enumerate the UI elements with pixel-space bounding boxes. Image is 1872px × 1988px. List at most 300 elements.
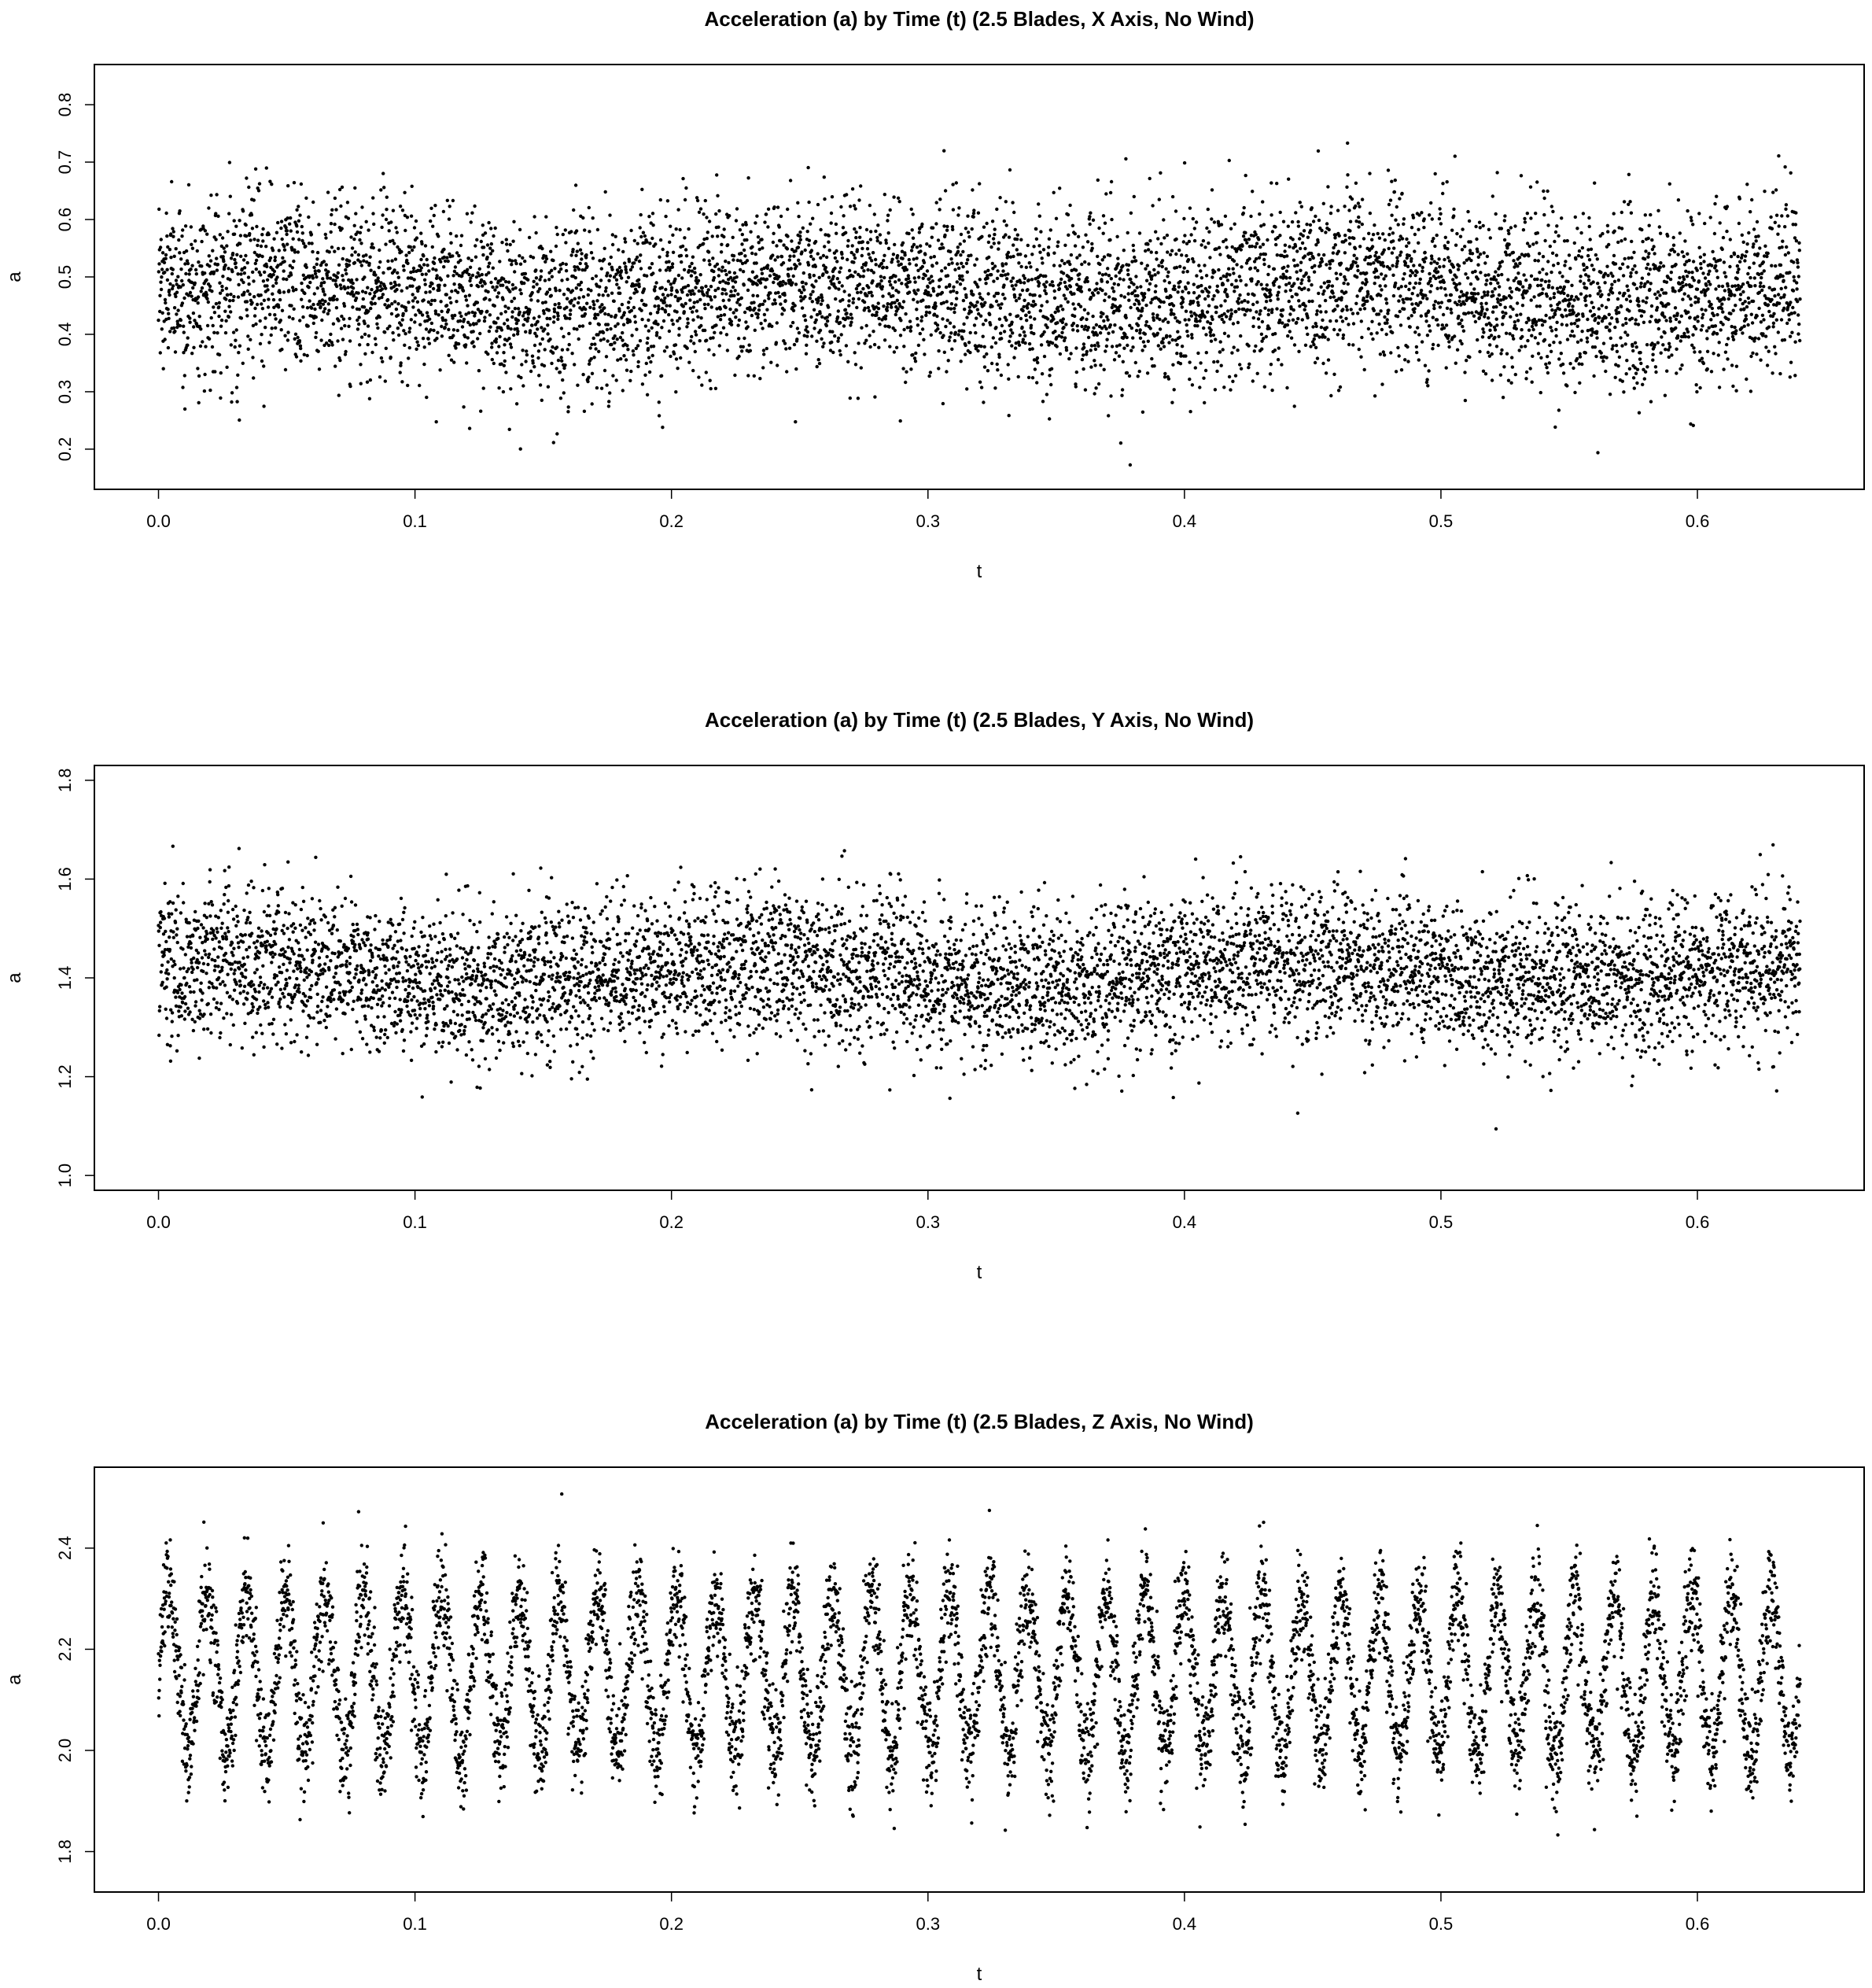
- data-point: [335, 285, 338, 288]
- data-point: [837, 287, 840, 290]
- data-point: [875, 263, 878, 266]
- data-point: [504, 310, 507, 313]
- data-point: [373, 294, 376, 297]
- data-point: [1373, 223, 1376, 227]
- data-point: [1060, 335, 1063, 338]
- data-point: [1402, 277, 1405, 280]
- data-point: [352, 282, 355, 285]
- data-point: [944, 325, 947, 328]
- data-point: [939, 278, 942, 281]
- data-point: [610, 292, 614, 295]
- data-point: [905, 268, 908, 271]
- data-point: [330, 222, 333, 225]
- data-point: [208, 285, 212, 288]
- data-point: [476, 337, 479, 340]
- data-point: [561, 349, 564, 352]
- data-point: [724, 306, 727, 309]
- data-point: [1295, 321, 1298, 324]
- data-point: [838, 349, 842, 352]
- data-point: [466, 304, 469, 307]
- data-point: [1197, 304, 1200, 307]
- data-point: [1202, 326, 1205, 330]
- data-point: [849, 313, 853, 316]
- data-point: [950, 348, 953, 351]
- data-point: [294, 333, 297, 336]
- data-point: [1062, 271, 1065, 275]
- data-point: [1417, 242, 1420, 245]
- data-point: [1071, 224, 1074, 227]
- data-point: [286, 242, 289, 245]
- data-point: [161, 251, 164, 254]
- data-point: [1294, 245, 1297, 248]
- data-point: [628, 320, 632, 323]
- data-point: [411, 293, 415, 296]
- data-point: [1216, 290, 1219, 293]
- data-point: [395, 288, 398, 291]
- data-point: [1380, 288, 1383, 291]
- data-point: [282, 290, 286, 293]
- data-point: [1436, 344, 1439, 347]
- data-point: [509, 387, 512, 390]
- data-point: [506, 319, 509, 322]
- data-point: [992, 237, 995, 240]
- data-point: [1254, 266, 1257, 269]
- data-point: [1026, 288, 1029, 291]
- data-point: [926, 286, 929, 289]
- data-point: [1186, 334, 1189, 337]
- data-point: [1416, 293, 1419, 297]
- data-point: [1224, 215, 1227, 218]
- data-point: [396, 326, 400, 330]
- data-point: [1299, 269, 1302, 272]
- data-point: [1101, 273, 1104, 276]
- data-point: [760, 238, 763, 241]
- data-point: [1079, 286, 1082, 289]
- data-point: [1240, 265, 1243, 268]
- data-point: [259, 342, 262, 345]
- data-point: [602, 293, 605, 297]
- data-point: [663, 297, 666, 300]
- data-point: [1056, 306, 1059, 309]
- data-point: [897, 278, 901, 282]
- data-point: [1000, 324, 1004, 327]
- data-point: [443, 284, 446, 287]
- data-point: [396, 231, 399, 234]
- data-point: [691, 289, 694, 292]
- data-point: [739, 228, 742, 231]
- data-point: [197, 401, 201, 404]
- data-point: [577, 296, 580, 299]
- data-point: [281, 238, 284, 241]
- data-point: [1391, 274, 1395, 277]
- data-point: [608, 213, 611, 216]
- data-point: [224, 319, 227, 323]
- data-point: [839, 353, 842, 356]
- data-point: [916, 317, 919, 320]
- data-point: [1253, 349, 1256, 352]
- data-point: [556, 318, 559, 321]
- data-point: [189, 267, 192, 271]
- data-point: [1149, 301, 1152, 304]
- data-point: [437, 289, 440, 292]
- data-point: [470, 212, 474, 215]
- data-point: [1205, 351, 1208, 354]
- data-point: [341, 227, 344, 230]
- data-point: [196, 367, 199, 370]
- data-point: [632, 353, 635, 356]
- data-point: [809, 315, 813, 319]
- data-point: [897, 290, 900, 293]
- data-point: [734, 280, 737, 283]
- data-point: [529, 329, 532, 332]
- data-point: [1009, 328, 1012, 331]
- data-point: [953, 311, 956, 314]
- data-point: [1017, 261, 1020, 264]
- data-point: [1053, 297, 1056, 300]
- data-point: [404, 309, 407, 312]
- data-point: [193, 239, 197, 242]
- data-point: [560, 278, 563, 282]
- data-point: [1267, 308, 1270, 312]
- data-point: [298, 213, 301, 216]
- data-point: [1366, 293, 1369, 296]
- data-point: [709, 298, 713, 301]
- data-point: [783, 341, 787, 345]
- data-point: [456, 291, 459, 294]
- data-point: [1148, 282, 1152, 286]
- data-point: [665, 254, 669, 257]
- data-point: [390, 259, 393, 262]
- data-point: [222, 260, 225, 263]
- data-point: [697, 375, 700, 378]
- data-point: [1163, 279, 1166, 282]
- data-point: [1424, 364, 1427, 367]
- data-point: [496, 295, 499, 298]
- data-point: [551, 345, 554, 349]
- data-point: [1308, 258, 1311, 261]
- data-point: [1075, 371, 1078, 374]
- data-point: [1327, 337, 1330, 341]
- data-point: [167, 317, 170, 320]
- data-point: [1183, 234, 1186, 237]
- data-point: [842, 324, 846, 327]
- data-point: [197, 260, 200, 264]
- data-point: [1357, 216, 1360, 219]
- data-point: [1103, 299, 1106, 302]
- data-point: [1236, 321, 1240, 324]
- data-point: [776, 321, 779, 324]
- data-point: [225, 366, 228, 369]
- data-point: [388, 304, 391, 308]
- data-point: [260, 245, 263, 248]
- data-point: [199, 345, 202, 348]
- data-point: [325, 263, 328, 266]
- data-point: [427, 269, 430, 272]
- data-point: [390, 312, 393, 315]
- data-point: [1071, 328, 1074, 331]
- data-point: [605, 355, 608, 358]
- data-point: [317, 223, 320, 226]
- data-point: [1238, 363, 1241, 366]
- data-point: [689, 307, 692, 310]
- data-point: [849, 205, 852, 208]
- data-point: [1306, 288, 1310, 291]
- data-point: [676, 208, 680, 211]
- data-point: [1316, 356, 1319, 360]
- data-point: [328, 250, 331, 253]
- data-point: [435, 420, 438, 423]
- data-point: [1324, 299, 1327, 302]
- data-point: [1356, 312, 1359, 315]
- data-point: [874, 258, 877, 261]
- data-point: [481, 253, 485, 256]
- data-point: [603, 258, 606, 261]
- data-point: [609, 275, 612, 278]
- data-point: [753, 374, 756, 378]
- data-point: [334, 208, 337, 211]
- data-point: [1008, 168, 1012, 172]
- data-point: [767, 208, 770, 211]
- data-point: [528, 308, 531, 312]
- data-point: [730, 323, 733, 326]
- data-point: [737, 337, 740, 340]
- data-point: [389, 220, 392, 223]
- data-point: [802, 288, 805, 291]
- data-point: [229, 293, 232, 296]
- data-point: [157, 319, 160, 322]
- data-point: [654, 286, 657, 289]
- data-point: [1019, 293, 1022, 297]
- data-point: [1207, 290, 1211, 293]
- data-point: [555, 367, 558, 370]
- data-point: [1218, 350, 1222, 353]
- data-point: [1305, 271, 1308, 275]
- data-point: [1027, 376, 1030, 379]
- data-point: [623, 237, 626, 240]
- data-point: [614, 334, 617, 337]
- data-point: [1188, 360, 1191, 363]
- data-point: [1355, 294, 1358, 297]
- data-point: [562, 233, 565, 236]
- data-point: [761, 326, 764, 330]
- data-point: [175, 278, 178, 282]
- data-point: [1387, 233, 1391, 236]
- data-point: [971, 227, 974, 231]
- data-point: [1336, 333, 1340, 336]
- data-point: [419, 258, 422, 261]
- data-point: [1207, 231, 1211, 234]
- data-point: [1081, 358, 1084, 361]
- data-point: [236, 272, 239, 275]
- data-point: [592, 303, 595, 306]
- data-point: [228, 299, 231, 302]
- data-point: [1354, 261, 1357, 264]
- data-point: [848, 269, 851, 272]
- data-point: [947, 263, 950, 266]
- data-point: [1089, 296, 1093, 299]
- data-point: [1086, 280, 1089, 283]
- data-point: [754, 329, 757, 332]
- data-point: [176, 275, 179, 278]
- data-point: [425, 272, 428, 275]
- data-point: [1227, 267, 1230, 271]
- data-point: [716, 234, 719, 238]
- data-point: [183, 374, 186, 377]
- data-point: [355, 297, 358, 300]
- data-point: [1166, 234, 1169, 237]
- data-point: [643, 234, 647, 238]
- data-point: [433, 262, 436, 265]
- data-point: [247, 348, 250, 351]
- data-point: [839, 267, 842, 270]
- data-point: [711, 234, 714, 238]
- data-point: [1146, 242, 1149, 245]
- data-point: [640, 188, 643, 191]
- data-point: [658, 400, 661, 404]
- data-point: [625, 358, 628, 361]
- data-point: [225, 287, 228, 290]
- data-point: [1312, 219, 1315, 223]
- data-point: [383, 330, 386, 334]
- data-point: [629, 229, 632, 232]
- data-point: [1089, 223, 1092, 226]
- data-point: [600, 387, 603, 390]
- data-point: [426, 337, 429, 341]
- data-point: [1303, 254, 1306, 257]
- data-point: [175, 312, 178, 315]
- data-point: [1381, 261, 1384, 264]
- data-point: [699, 316, 702, 319]
- data-point: [164, 298, 167, 301]
- data-point: [386, 260, 389, 263]
- data-point: [1228, 375, 1231, 378]
- data-point: [330, 231, 333, 234]
- data-point: [173, 306, 176, 309]
- data-point: [1090, 344, 1093, 347]
- data-point: [1213, 220, 1216, 223]
- data-point: [948, 339, 951, 342]
- data-point: [1192, 260, 1195, 264]
- data-point: [1023, 330, 1026, 334]
- data-point: [551, 352, 555, 355]
- data-point: [263, 326, 267, 329]
- data-point: [451, 254, 454, 257]
- data-point: [568, 343, 571, 346]
- data-point: [1219, 277, 1222, 280]
- data-point: [552, 320, 555, 323]
- data-point: [943, 234, 946, 237]
- data-point: [765, 308, 768, 312]
- data-point: [732, 311, 735, 314]
- data-point: [898, 200, 901, 203]
- data-point: [271, 249, 275, 252]
- data-point: [943, 351, 946, 354]
- data-point: [591, 300, 595, 303]
- data-point: [646, 341, 649, 345]
- data-point: [1020, 326, 1023, 329]
- data-point: [478, 267, 481, 271]
- data-point: [330, 343, 333, 346]
- data-point: [687, 284, 690, 287]
- data-point: [819, 256, 822, 260]
- data-point: [1041, 256, 1044, 260]
- data-point: [1222, 312, 1225, 315]
- data-point: [1281, 321, 1284, 324]
- data-point: [817, 296, 820, 299]
- data-point: [229, 310, 232, 313]
- data-point: [1031, 347, 1034, 350]
- data-point: [776, 363, 779, 367]
- data-point: [407, 301, 410, 304]
- data-point: [205, 297, 208, 301]
- data-point: [188, 272, 191, 275]
- data-point: [1434, 172, 1437, 175]
- data-point: [252, 238, 256, 241]
- data-point: [577, 242, 580, 245]
- data-point: [621, 389, 625, 392]
- data-point: [236, 374, 239, 377]
- data-point: [781, 283, 784, 286]
- data-point: [1403, 358, 1406, 361]
- data-point: [894, 313, 897, 316]
- data-point: [234, 261, 238, 264]
- data-point: [306, 306, 309, 309]
- data-point: [594, 316, 597, 319]
- data-point: [1183, 267, 1186, 270]
- data-point: [1017, 375, 1020, 378]
- data-point: [1269, 289, 1272, 292]
- data-point: [674, 295, 677, 298]
- data-point: [965, 387, 968, 390]
- data-point: [1122, 360, 1125, 363]
- data-point: [916, 245, 919, 249]
- data-point: [1299, 261, 1303, 264]
- data-point: [1207, 294, 1210, 297]
- data-point: [584, 253, 588, 256]
- data-point: [698, 290, 701, 293]
- data-point: [929, 371, 932, 374]
- data-point: [226, 230, 229, 233]
- data-point: [362, 297, 365, 301]
- data-point: [1404, 285, 1407, 288]
- data-point: [1435, 287, 1439, 290]
- data-point: [624, 240, 627, 243]
- data-point: [991, 219, 994, 223]
- data-point: [1392, 294, 1395, 297]
- data-point: [633, 239, 636, 242]
- data-point: [820, 299, 824, 302]
- data-point: [1155, 251, 1158, 254]
- data-point: [1247, 344, 1250, 347]
- data-point: [1413, 249, 1416, 253]
- data-point: [1359, 356, 1362, 359]
- data-point: [616, 359, 619, 362]
- data-point: [1105, 338, 1108, 341]
- data-point: [287, 289, 290, 292]
- data-point: [715, 173, 718, 176]
- data-point: [1070, 277, 1073, 280]
- data-point: [200, 264, 203, 267]
- data-point: [1348, 229, 1351, 232]
- data-point: [232, 330, 235, 334]
- data-point: [460, 234, 463, 237]
- data-point: [684, 248, 687, 251]
- data-point: [301, 315, 304, 319]
- data-point: [838, 321, 842, 324]
- data-point: [341, 257, 345, 260]
- data-point: [346, 286, 349, 289]
- data-point: [248, 293, 251, 296]
